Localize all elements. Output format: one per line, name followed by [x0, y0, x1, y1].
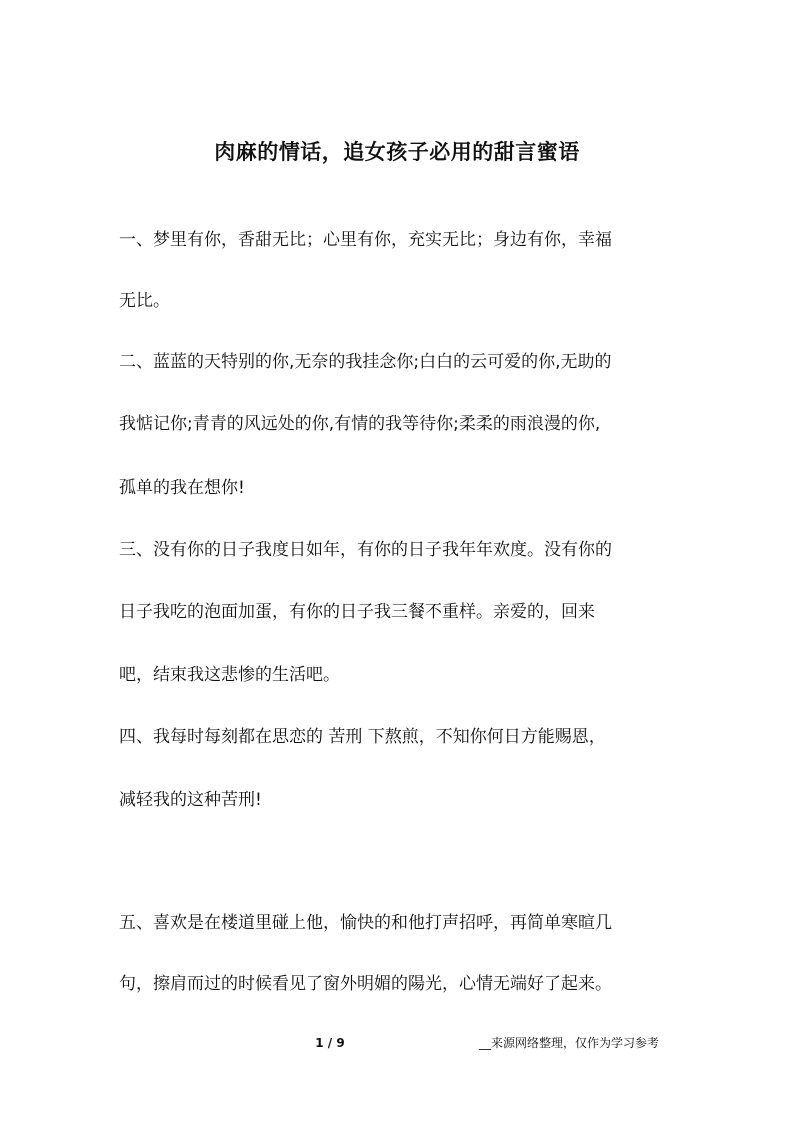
source-note: __来源网络整理，仅作为学习参考 — [479, 1036, 660, 1050]
paragraph-4-line-1: 四、我每时每刻都在思恋的 苦刑 下熬煎，不知你何日方能赐恩， — [119, 727, 606, 747]
page-number: 1 / 9 — [315, 1036, 345, 1050]
paragraph-4-line-2: 减轻我的这种苦刑! — [119, 790, 262, 810]
paragraph-2-line-3: 孤单的我在想你! — [119, 478, 245, 498]
paragraph-3-line-2: 日子我吃的泡面加蛋，有你的日子我三餐不重样。亲爱的，回来 — [119, 602, 595, 622]
document-title: 肉麻的情话，追女孩子必用的甜言蜜语 — [214, 139, 580, 164]
paragraph-1-line-2: 无比。 — [119, 291, 170, 311]
paragraph-3-line-1: 三、没有你的日子我度日如年，有你的日子我年年欢度。没有你的 — [119, 540, 612, 560]
paragraph-5-line-1: 五、喜欢是在楼道里碰上他，愉快的和他打声招呼，再简单寒暄几 — [119, 913, 612, 933]
paragraph-3-line-3: 吧，结束我这悲惨的生活吧。 — [119, 665, 340, 685]
paragraph-2-line-2: 我惦记你;青青的风远处的你,有情的我等待你;柔柔的雨浪漫的你, — [119, 414, 601, 434]
paragraph-1-line-1: 一、梦里有你，香甜无比；心里有你，充实无比；身边有你，幸福 — [119, 230, 612, 250]
paragraph-5-line-2: 句，擦肩而过的时候看见了窗外明媚的陽光，心情无端好了起来。 — [119, 974, 612, 994]
paragraph-2-line-1: 二、蓝蓝的天特别的你,无奈的我挂念你;白白的云可爱的你,无助的 — [119, 352, 612, 372]
